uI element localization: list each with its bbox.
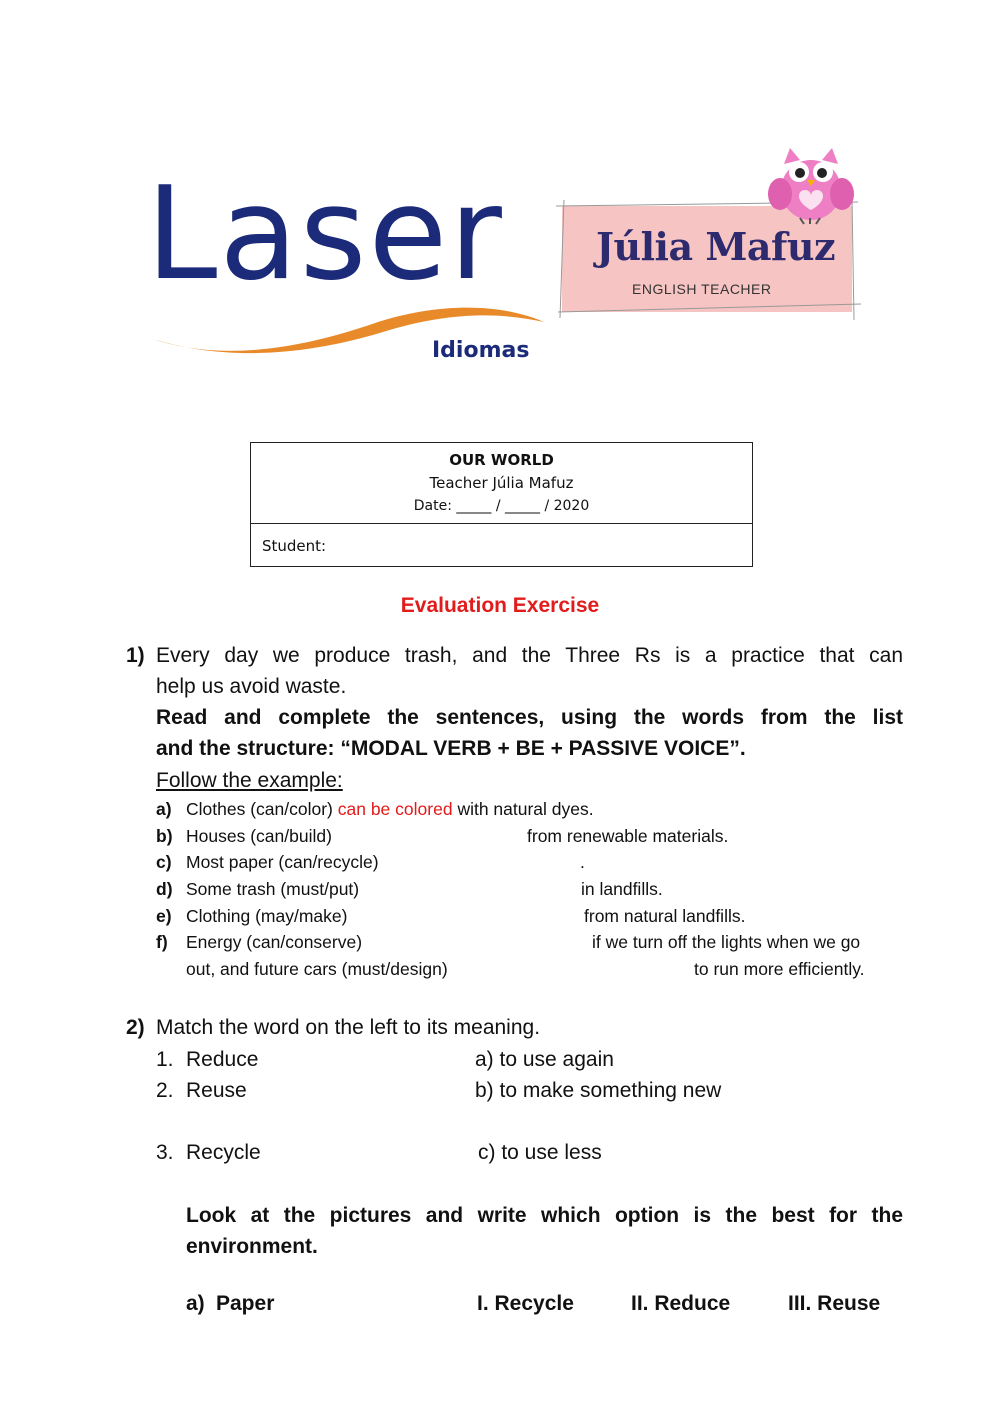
teacher-card — [556, 140, 861, 325]
laser-logo — [140, 160, 560, 380]
q1-example-answer: can be colored — [337, 799, 453, 819]
match-number: 1. — [156, 1048, 174, 1071]
q1-instruction-line1: Read and complete the sentences, using the words from the list — [156, 706, 903, 729]
option-label: a) — [186, 1292, 205, 1315]
q1-item-prompt: Some trash (must/put) — [186, 879, 360, 899]
q1-item-label: f) — [156, 932, 168, 952]
q1-item-ending: from renewable materials. — [527, 826, 729, 846]
q1-item-label: b) — [156, 826, 173, 846]
q1-item-a — [186, 796, 594, 823]
q2-instruction-line1: Look at the pictures and write which option is the best for the — [186, 1204, 903, 1227]
match-meaning: a) to use again — [475, 1048, 614, 1071]
match-meaning: c) to use less — [478, 1141, 602, 1164]
match-number: 3. — [156, 1141, 174, 1164]
option-reduce[interactable]: II. Reduce — [631, 1292, 731, 1315]
q1-item-ending: if we turn off the lights when we go — [592, 932, 861, 952]
owl-icon — [766, 144, 856, 226]
match-number: 2. — [156, 1079, 174, 1102]
q1-item-label: e) — [156, 906, 172, 926]
teacher-role: ENGLISH TEACHER — [632, 281, 772, 297]
option-item: Paper — [216, 1292, 275, 1315]
q1-item-prompt: Most paper (can/recycle) — [186, 852, 379, 872]
q1-follow-example: Follow the example: — [156, 769, 343, 792]
match-word: Reduce — [186, 1048, 259, 1071]
q1-item-ending: . — [580, 852, 585, 872]
laser-logo-sub: Idiomas — [432, 338, 530, 363]
q2-instruction-line2: environment. — [186, 1235, 318, 1258]
worksheet-title: OUR WORLD — [449, 451, 554, 469]
teacher-name: Júlia Mafuz — [596, 224, 836, 269]
q1-intro-line2: help us avoid waste. — [156, 675, 347, 698]
q1-item-prompt: Energy (can/conserve) — [186, 932, 363, 952]
q1-instruction-line2: and the structure: “MODAL VERB + BE + PASSIVE VOICE”. — [156, 737, 746, 760]
q2-number: 2) — [126, 1016, 145, 1039]
info-box-header — [251, 443, 752, 524]
option-reuse[interactable]: III. Reuse — [788, 1292, 881, 1315]
date-field[interactable]: Date: _____ / _____ / 2020 — [413, 498, 590, 514]
q1-item-ending: with natural dyes. — [457, 799, 594, 819]
q1-item-prompt: Clothing (may/make) — [186, 906, 348, 926]
q1-item-ending: in landfills. — [581, 879, 663, 899]
q1-intro-line1: Every day we produce trash, and the Three Rs is a practice that can — [156, 644, 903, 667]
q1-item-label: a) — [156, 799, 172, 819]
laser-logo-word: Laser — [146, 160, 504, 309]
match-word: Reuse — [186, 1079, 247, 1102]
q1-item-prompt: Houses (can/build) — [186, 826, 332, 846]
info-box — [250, 442, 753, 567]
match-meaning: b) to make something new — [475, 1079, 722, 1102]
q2-intro: Match the word on the left to its meaning. — [156, 1016, 541, 1039]
evaluation-title: Evaluation Exercise — [400, 594, 600, 617]
student-field[interactable]: Student: — [262, 537, 327, 555]
worksheet-teacher: Teacher Júlia Mafuz — [429, 474, 574, 492]
match-word: Recycle — [186, 1141, 261, 1164]
q1-item-prompt: Clothes (can/color) — [186, 799, 333, 819]
q1-item-prompt: out, and future cars (must/design) — [186, 959, 448, 979]
option-recycle[interactable]: I. Recycle — [477, 1292, 574, 1315]
q1-number: 1) — [126, 644, 145, 667]
q1-item-ending: to run more efficiently. — [694, 959, 865, 979]
q1-item-label: c) — [156, 852, 172, 872]
q1-item-ending: from natural landfills. — [584, 906, 746, 926]
q1-item-label: d) — [156, 879, 173, 899]
